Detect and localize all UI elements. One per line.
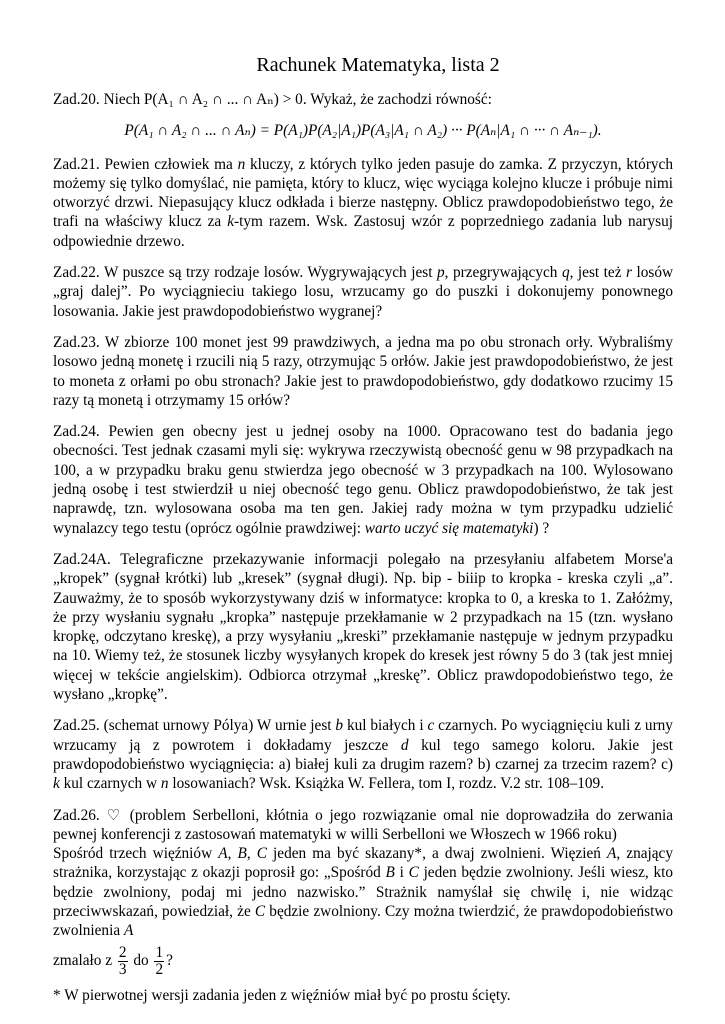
problem-24a (53, 550, 673, 704)
problem-text: W puszce są trzy rodzaje losów. Wygrywających jest (103, 264, 433, 282)
problem-26 (53, 806, 673, 845)
problem-text: ) ? (533, 519, 550, 537)
problem-text: Spośród trzech więźniów (53, 845, 213, 863)
problem-label: Zad.26. (53, 806, 100, 824)
problem-23 (53, 333, 673, 410)
problem-text: , znający strażnika, korzystając z okazji poprosił go: „Spośród (53, 845, 673, 882)
fraction (154, 945, 164, 978)
problem-text: kul tego samego koloru. Jakie jest prawdopodobieństwo wyciągnięcia: a) białej kuli za drugim razem? b) czarnej za trzecim razem? c) (53, 736, 674, 773)
math-var: C (254, 902, 266, 920)
problem-text: kluczy, z których tylko jeden pasuje do zamka. Z przyczyn, których możemy się tylko domyślać, nie pamięta, który to klucz, więc wyciąga kolejno klucze i próbuje nimi otworzyć drzwi. Niepasujący klucz odkłada i bierze następny. Oblicz prawdopodobieństwo tego, że trafi na właściwy klucz za (53, 155, 673, 231)
math-var: d (400, 736, 409, 754)
problem-label: Zad.20. (53, 91, 100, 108)
math-var: n (160, 775, 169, 793)
math-var: k (227, 213, 234, 231)
math-var: C (408, 864, 419, 882)
problem-text: Telegraficzne przekazywanie informacji polegało na przesyłaniu alfabetem Morse'a „kropek” (sygnał krótki) lub „kresek” (sygnał długi). Np. bip - biiip to kropka - kreska czyli „a”. Zauważmy, że to sposób wykorzystywany dziś w informatyce: kropka to 0, a kreska to 1. Załóżmy, że przy wysłaniu sygnału „kropka” następuje przekłamanie w 2 przypadkach na 15 (tzn. wysłano kropkę, odczytano kreskę), a przy wysyłaniu „kreski” przekłamanie następuje w jednym przypadku na 10. Wiemy też, że stosunek liczby wysyłanych kropek do kresek jest równy 5 do 3 (tak jest mniej więcej w tekście angielskim). Odbiorca otrzymał „kreskę”. Oblicz prawdopodobieństwo tego, że wysłano „kropkę”. (53, 550, 673, 704)
math-var: C (256, 845, 267, 863)
math-var: p (436, 264, 445, 282)
emphasis-text: warto uczyć się matematyki (364, 519, 534, 537)
problem-text: ? (166, 951, 173, 969)
math-var: B (385, 864, 395, 882)
fraction (118, 945, 128, 978)
problem-label: Zad.21. (53, 155, 100, 173)
problem-text: kul białych i (346, 717, 424, 735)
math-var: A (218, 845, 228, 863)
math-var: A (607, 845, 617, 863)
problem-text: zmalało z (53, 951, 113, 969)
page-title: Rachunek Matematyka, lista 2 (256, 54, 500, 76)
problem-label: Zad.25. (53, 717, 100, 735)
problem-label: Zad.24. (53, 423, 100, 441)
formula: P(A₁ ∩ A₂ ∩ ... ∩ Aₙ) = P(A₁)P(A₂|A₁)P(A₃|A₁ ∩ A₂) ··· P(Aₙ|A₁ ∩ ··· ∩ Aₙ₋₁). (124, 122, 602, 140)
problem-text: kul czarnych w (63, 775, 158, 793)
problem-text: będzie zwolniony. Czy można twierdzić, że prawdopodobieństwo zwolnienia (53, 902, 674, 940)
problem-text: losów „graj dalej”. Po wyciągnieciu takiego losu, wrzucamy go do puszki i dokonujemy ponownego losowania. Jakie jest prawdopodobieństwo wygranej? (53, 264, 674, 320)
fraction-numerator: 1 (155, 943, 164, 961)
math-var: B (237, 845, 247, 863)
problem-text: czarnych. Po wyciągnięciu kuli z urny wrzucamy ją z powrotem i dokładamy jeszcze (53, 717, 673, 754)
problem-text: jeden będzie zwolniony. Jeśli wiesz, kto będzie zwolniony, podaj mi jedno nazwisko.” Strażnik namyślał się chwilę i, nie widząc przeciwwskazań, powiedział, że (53, 864, 674, 920)
problem-text: Niech P(A₁ ∩ A₂ ∩ ... ∩ Aₙ) > 0. Wykaż, że zachodzi równość: (103, 91, 492, 108)
math-var: k (53, 775, 60, 793)
math-var: c (427, 717, 435, 735)
problem-text: Pewien gen obecny jest u jednej osoby na 1000. Opracowano test do badania jego obecności. Test jednak czasami myli się: wykrywa rzeczywistą obecność genu w 98 przypadkach na 100, a w przypadku braku genu stwierdza jego obecność w 3 przypadkach na 100. Wylosowano jedną osobę i test stwierdził u niej obecność tego genu. Oblicz prawdopodobieństwo, że tak jest naprawdę, tzn. wylosowana osoba ma ten gen. Jakiej rady można w tym przypadku udzielić wynalazcy tego testu (oprócz ogólnie prawdziwej: (53, 423, 674, 537)
problem-text: , jest też (569, 264, 622, 282)
math-var: b (335, 717, 344, 735)
document-page (53, 52, 673, 1005)
problem-22 (53, 263, 673, 321)
problem-text: jeden ma być skazany*, a dwaj zwolnieni. Więzień (273, 845, 601, 863)
math-var: q (561, 264, 570, 282)
problem-label: Zad.22. (53, 264, 100, 282)
fraction-numerator: 2 (118, 943, 127, 961)
problem-text: losowaniach? Wsk. Książka W. Fellera, tom I, rozdz. V.2 str. 108–109. (172, 775, 605, 793)
math-var: n (237, 155, 246, 173)
problem-20 (53, 90, 673, 109)
problem-21 (53, 155, 673, 251)
problem-25 (53, 716, 673, 793)
problem-text: , przegrywających (444, 264, 558, 282)
problem-text: (schemat urnowy Pólya) W urnie jest (103, 717, 332, 735)
problem-text: , (227, 845, 232, 863)
heart-icon: ♡ (106, 806, 124, 824)
math-var: A (123, 922, 134, 940)
problem-text: -tym razem. Wsk. Zastosuj wzór z poprzedniego zadania lub narysuj odpowiednie drzewo. (53, 213, 673, 250)
fraction-denominator: 3 (118, 960, 127, 978)
problem-24 (53, 422, 673, 538)
footnote: * W pierwotnej wersji zadania jeden z więźniów miał być po prostu ścięty. (53, 986, 511, 1004)
problem-text: Pewien człowiek ma (104, 155, 233, 173)
math-var: r (626, 264, 632, 282)
fraction-line (53, 945, 673, 978)
problem-26-body (53, 844, 673, 940)
fraction-denominator: 2 (155, 960, 164, 978)
problem-label: Zad.23. (53, 333, 100, 351)
problem-text: (problem Serbelloni, kłótnia o jego rozwiązanie omal nie doprowadziła do zerwania pewnej konferencji z zastosowań matematyki w willi Serbelloni we Włoszech w 1966 roku) (53, 806, 674, 843)
problem-label: Zad.24A. (53, 550, 111, 568)
problem-text: W zbiorze 100 monet jest 99 prawdziwych, a jedna ma po obu stronach orły. Wybraliśmy losowo jedną monetę i rzucili nią 5 razy, otrzymując 5 orłów. Jakie jest prawdopodobieństwo, że jest to moneta z orłami po obu stronach? Jakie jest to prawdopodobieństwo, gdy dodatkowo rzucimy 15 razy tą monetą i otrzymamy 15 orłów? (53, 333, 673, 409)
problem-text: do (133, 951, 149, 969)
problem-text: i (399, 864, 404, 882)
problem-text: , (246, 845, 251, 863)
